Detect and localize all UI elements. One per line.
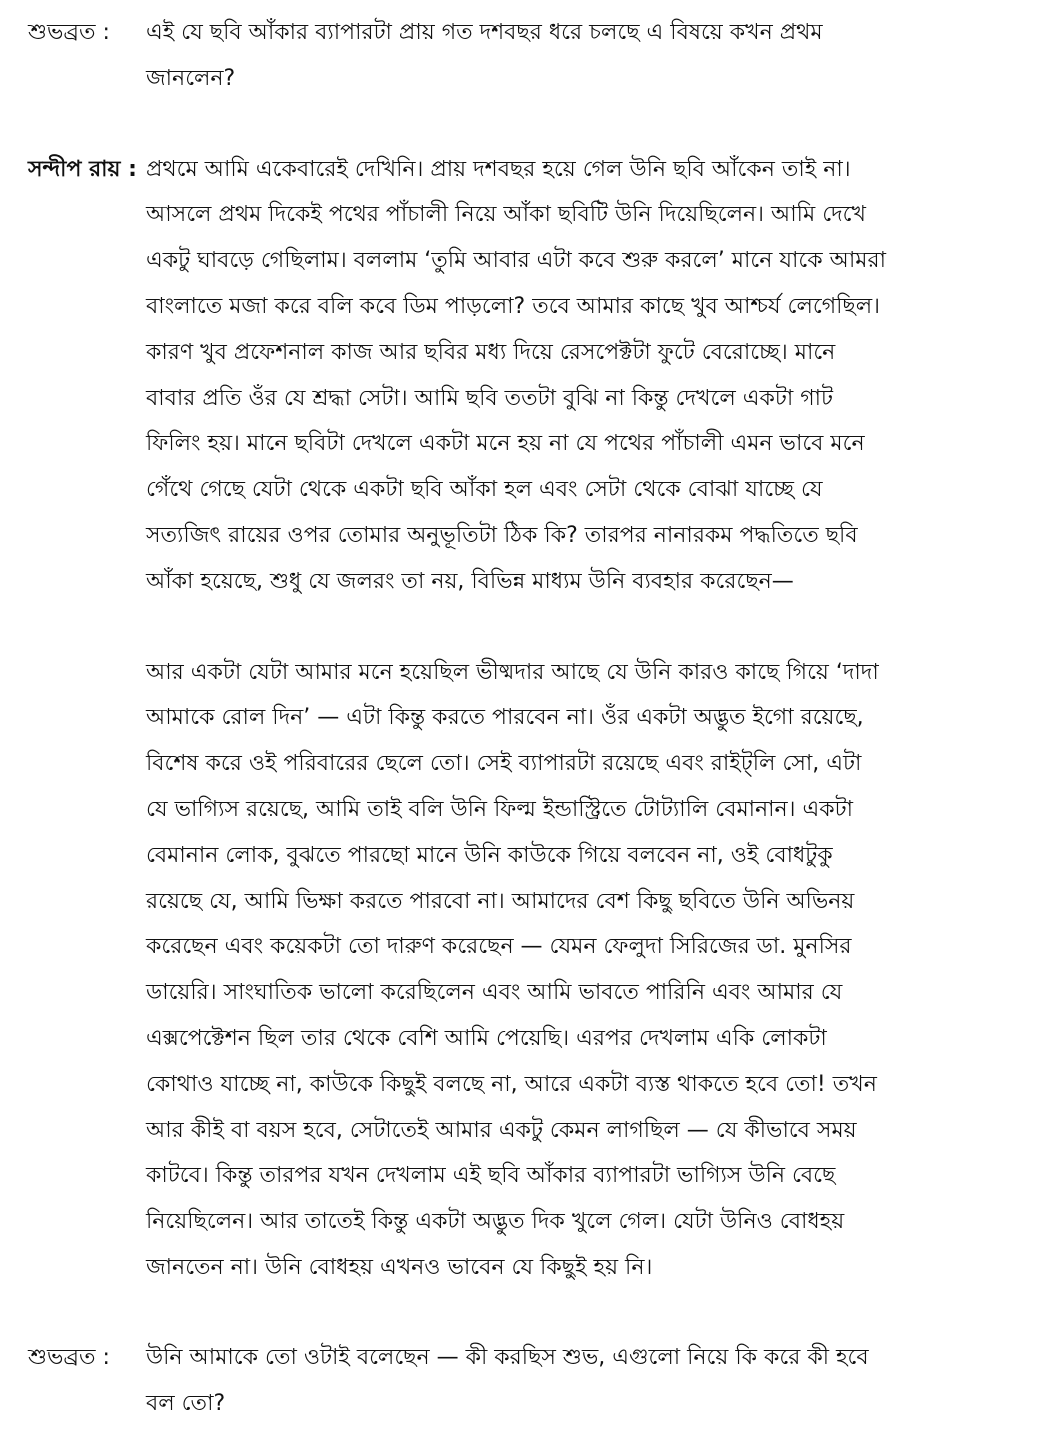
dialogue-entry-sandip-ray [28,147,1044,1291]
speaker-label: শুভব্রত : [28,1344,110,1370]
paragraph-gap [28,102,1044,147]
text-line: এই যে ছবি আঁকার ব্যাপারটা প্রায় গত দশবছর ধরে চলছে এ বিষয়ে কখন প্রথম [146,20,823,45]
text-line: একটু ঘাবড়ে গেছিলাম। বললাম ‘তুমি আবার এটা কবে শুরু করলে’ মানে যাকে আমরা [146,248,886,274]
text-line: জানতেন না। উনি বোধহয় এখনও ভাবেন যে কিছুই হয় নি। [146,1254,653,1280]
text-line: কাটবে। কিন্তু তারপর যখন দেখলাম এই ছবি আঁকার ব্যাপারটা ভাগ্যিস উনি বেছে [146,1163,836,1189]
text-line: ফিলিং হয়। মানে ছবিটা দেখলে একটা মনে হয় না যে পথের পাঁচালী এমন ভাবে মনে [146,431,865,457]
text-line: বিশেষ করে ওই পরিবারের ছেলে তো। সেই ব্যাপারটা রয়েছে এবং রাইট্‌লি সো, এটা [146,751,862,777]
text-line: আমাকে রোল দিন’ — এটা কিন্তু করতে পারবেন না। ওঁর একটা অদ্ভুত ইগো রয়েছে, [146,705,864,731]
text-line: প্রথমে আমি একেবারেই দেখিনি। প্রায় দশবছর হয়ে গেল উনি ছবি আঁকেন তাই না। [146,156,851,182]
dialogue-text [146,10,1026,102]
text-line: জানলেন? [146,65,236,91]
text-line: কোথাও যাচ্ছে না, কাউকে কিছুই বলছে না, আরে একটা ব্যস্ত থাকতে হবে তো! তখন [146,1071,877,1097]
text-line: বাবার প্রতি ওঁর যে শ্রদ্ধা সেটা। আমি ছবি ততটা বুঝি না কিন্তু দেখলে একটা গাট [146,385,833,411]
text-line: করেছেন এবং কয়েকটা তো দারুণ করেছেন — যেমন ফেলুদা সিরিজের ডা. মুনসির [146,934,852,960]
text-line: আঁকা হয়েছে, শুধু যে জলরং তা নয়, বিভিন্ন মাধ্যম উনি ব্যবহার করেছেন— [146,568,794,594]
speaker-label: সন্দীপ রায় : [28,156,137,182]
dialogue-entry-shubhabrata-2 [28,1335,1044,1427]
text-line: যে ভাগ্যিস রয়েছে, আমি তাই বলি উনি ফিল্ম ইন্ডাস্ট্রিতে টোট্যালি বেমানান। একটা [146,796,854,822]
paragraph-gap [146,605,1026,650]
text-line: বল তো? [146,1390,226,1416]
text-line: রয়েছে যে, আমি ভিক্ষা করতে পারবো না। আমাদের বেশ কিছু ছবিতে উনি অভিনয় [146,888,855,914]
text-line: উনি আমাকে তো ওটাই বলেছেন — কী করছিস শুভ, এগুলো নিয়ে কি করে কী হবে [146,1344,869,1370]
dialogue-entry-shubhabrata-1 [28,10,1044,102]
text-line: এক্সপেক্টেশন ছিল তার থেকে বেশি আমি পেয়েছি। এরপর দেখলাম একি লোকটা [146,1025,827,1051]
text-line: আর একটা যেটা আমার মনে হয়েছিল ভীষ্মদার আছে যে উনি কারও কাছে গিয়ে ‘দাদা [146,659,879,685]
paragraph [146,147,1026,605]
text-line: আর কীই বা বয়স হবে, সেটাতেই আমার একটু কেমন লাগছিল — যে কীভাবে সময় [146,1117,857,1143]
text-line: ডায়েরি। সাংঘাতিক ভালো করেছিলেন এবং আমি ভাবতে পারিনি এবং আমার যে [146,980,843,1006]
speaker-label: শুভব্রত : [28,20,110,45]
text-line: গেঁথে গেছে যেটা থেকে একটা ছবি আঁকা হল এবং সেটা থেকে বোঝা যাচ্ছে যে [146,477,823,503]
text-line: সত্যজিৎ রায়ের ওপর তোমার অনুভূতিটা ঠিক কি? তারপর নানারকম পদ্ধতিতে ছবি [146,522,858,548]
paragraph [146,650,1026,1291]
text-line: বেমানান লোক, বুঝতে পারছো মানে উনি কাউকে গিয়ে বলবেন না, ওই বোধটুকু [146,842,833,868]
text-line: নিয়েছিলেন। আর তাতেই কিন্তু একটা অদ্ভুত দিক খুলে গেল। যেটা উনিও বোধহয় [146,1209,845,1235]
dialogue-text [146,1335,1026,1427]
paragraph-gap [28,1291,1044,1335]
dialogue-text [146,147,1026,1291]
text-line: কারণ খুব প্রফেশনাল কাজ আর ছবির মধ্য দিয়ে রেসপেক্টটা ফুটে বেরোচ্ছে। মানে [146,339,836,365]
text-line: বাংলাতে মজা করে বলি কবে ডিম পাড়লো? তবে আমার কাছে খুব আশ্চর্য লেগেছিল। [146,293,880,319]
text-line: আসলে প্রথম দিকেই পথের পাঁচালী নিয়ে আঁকা ছবিটি উনি দিয়েছিলেন। আমি দেখে [146,202,866,228]
